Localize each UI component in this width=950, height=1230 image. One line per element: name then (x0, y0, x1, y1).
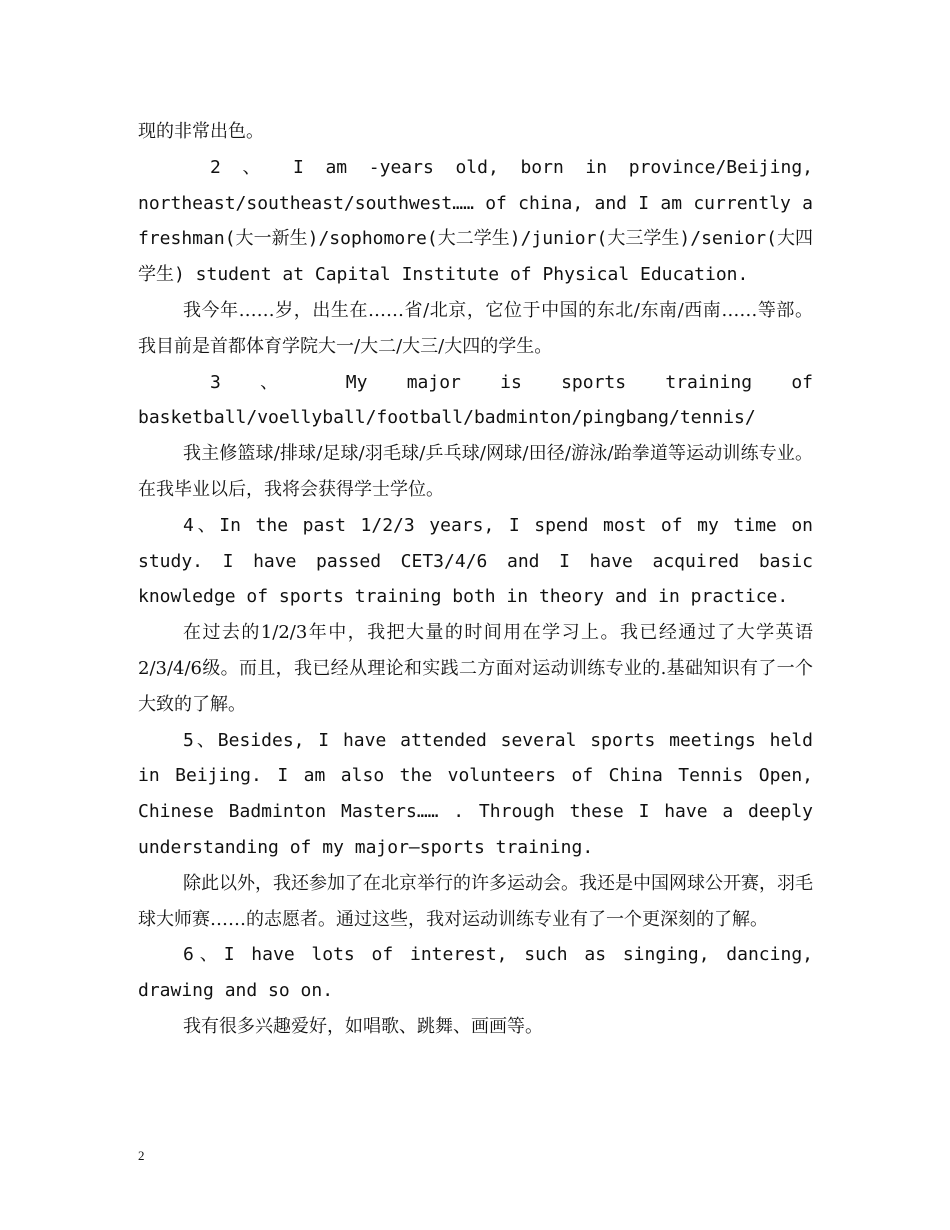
page-number: 2 (138, 1148, 145, 1163)
paragraph-2-english: 2 、 I am -years old, born in province/Beijing, northeast/southeast/southwest…… of china, and I am currently a freshman(大一新生)/sophomore(大二学生)/junior(大三学生)/senior(大四学生) student at Capital Institute of Physical Education. (138, 156, 813, 286)
paragraph-3-english: 3 、 My major is sports training of basketball/voellyball/football/badminton/pingbang/tennis/ (138, 371, 813, 429)
paragraph-6-chinese: 我有很多兴趣爱好，如唱歌、跳舞、画画等。 (183, 1015, 543, 1037)
paragraph-3-chinese: 我主修篮球/排球/足球/羽毛球/乒乓球/网球/田径/游泳/跆拳道等运动训练专业。在我毕业以后，我将会获得学士学位。 (138, 443, 813, 500)
paragraph-5-english: 5、Besides, I have attended several sports meetings held in Beijing. I am also the volunteers of China Tennis Open, Chinese Badminton Masters…… . Through these I have a deeply understanding of my major—sports training. (138, 729, 813, 858)
document-body (138, 114, 813, 1045)
paragraph-continuation: 现的非常出色。 (138, 121, 264, 142)
paragraph-6-english: 6、I have lots of interest, such as singing, dancing, drawing and so on. (138, 944, 813, 1002)
paragraph-4-chinese: 在过去的1/2/3年中，我把大量的时间用在学习上。我已经通过了大学英语2/3/4/6级。而且，我已经从理论和实践二方面对运动训练专业的.基础知识有了一个大致的了解。 (138, 622, 813, 715)
paragraph-4-english: 4、In the past 1/2/3 years, I spend most of my time on study. I have passed CET3/4/6 and I have acquired basic knowledge of sports training both in theory and in practice. (138, 514, 813, 608)
paragraph-2-chinese: 我今年……岁，出生在……省/北京，它位于中国的东北/东南/西南……等部。我目前是首都体育学院大一/大二/大三/大四的学生。 (138, 299, 813, 357)
paragraph-5-chinese: 除此以外，我还参加了在北京举行的许多运动会。我还是中国网球公开赛，羽毛球大师赛……的志愿者。通过这些，我对运动训练专业有了一个更深刻的了解。 (138, 872, 813, 930)
